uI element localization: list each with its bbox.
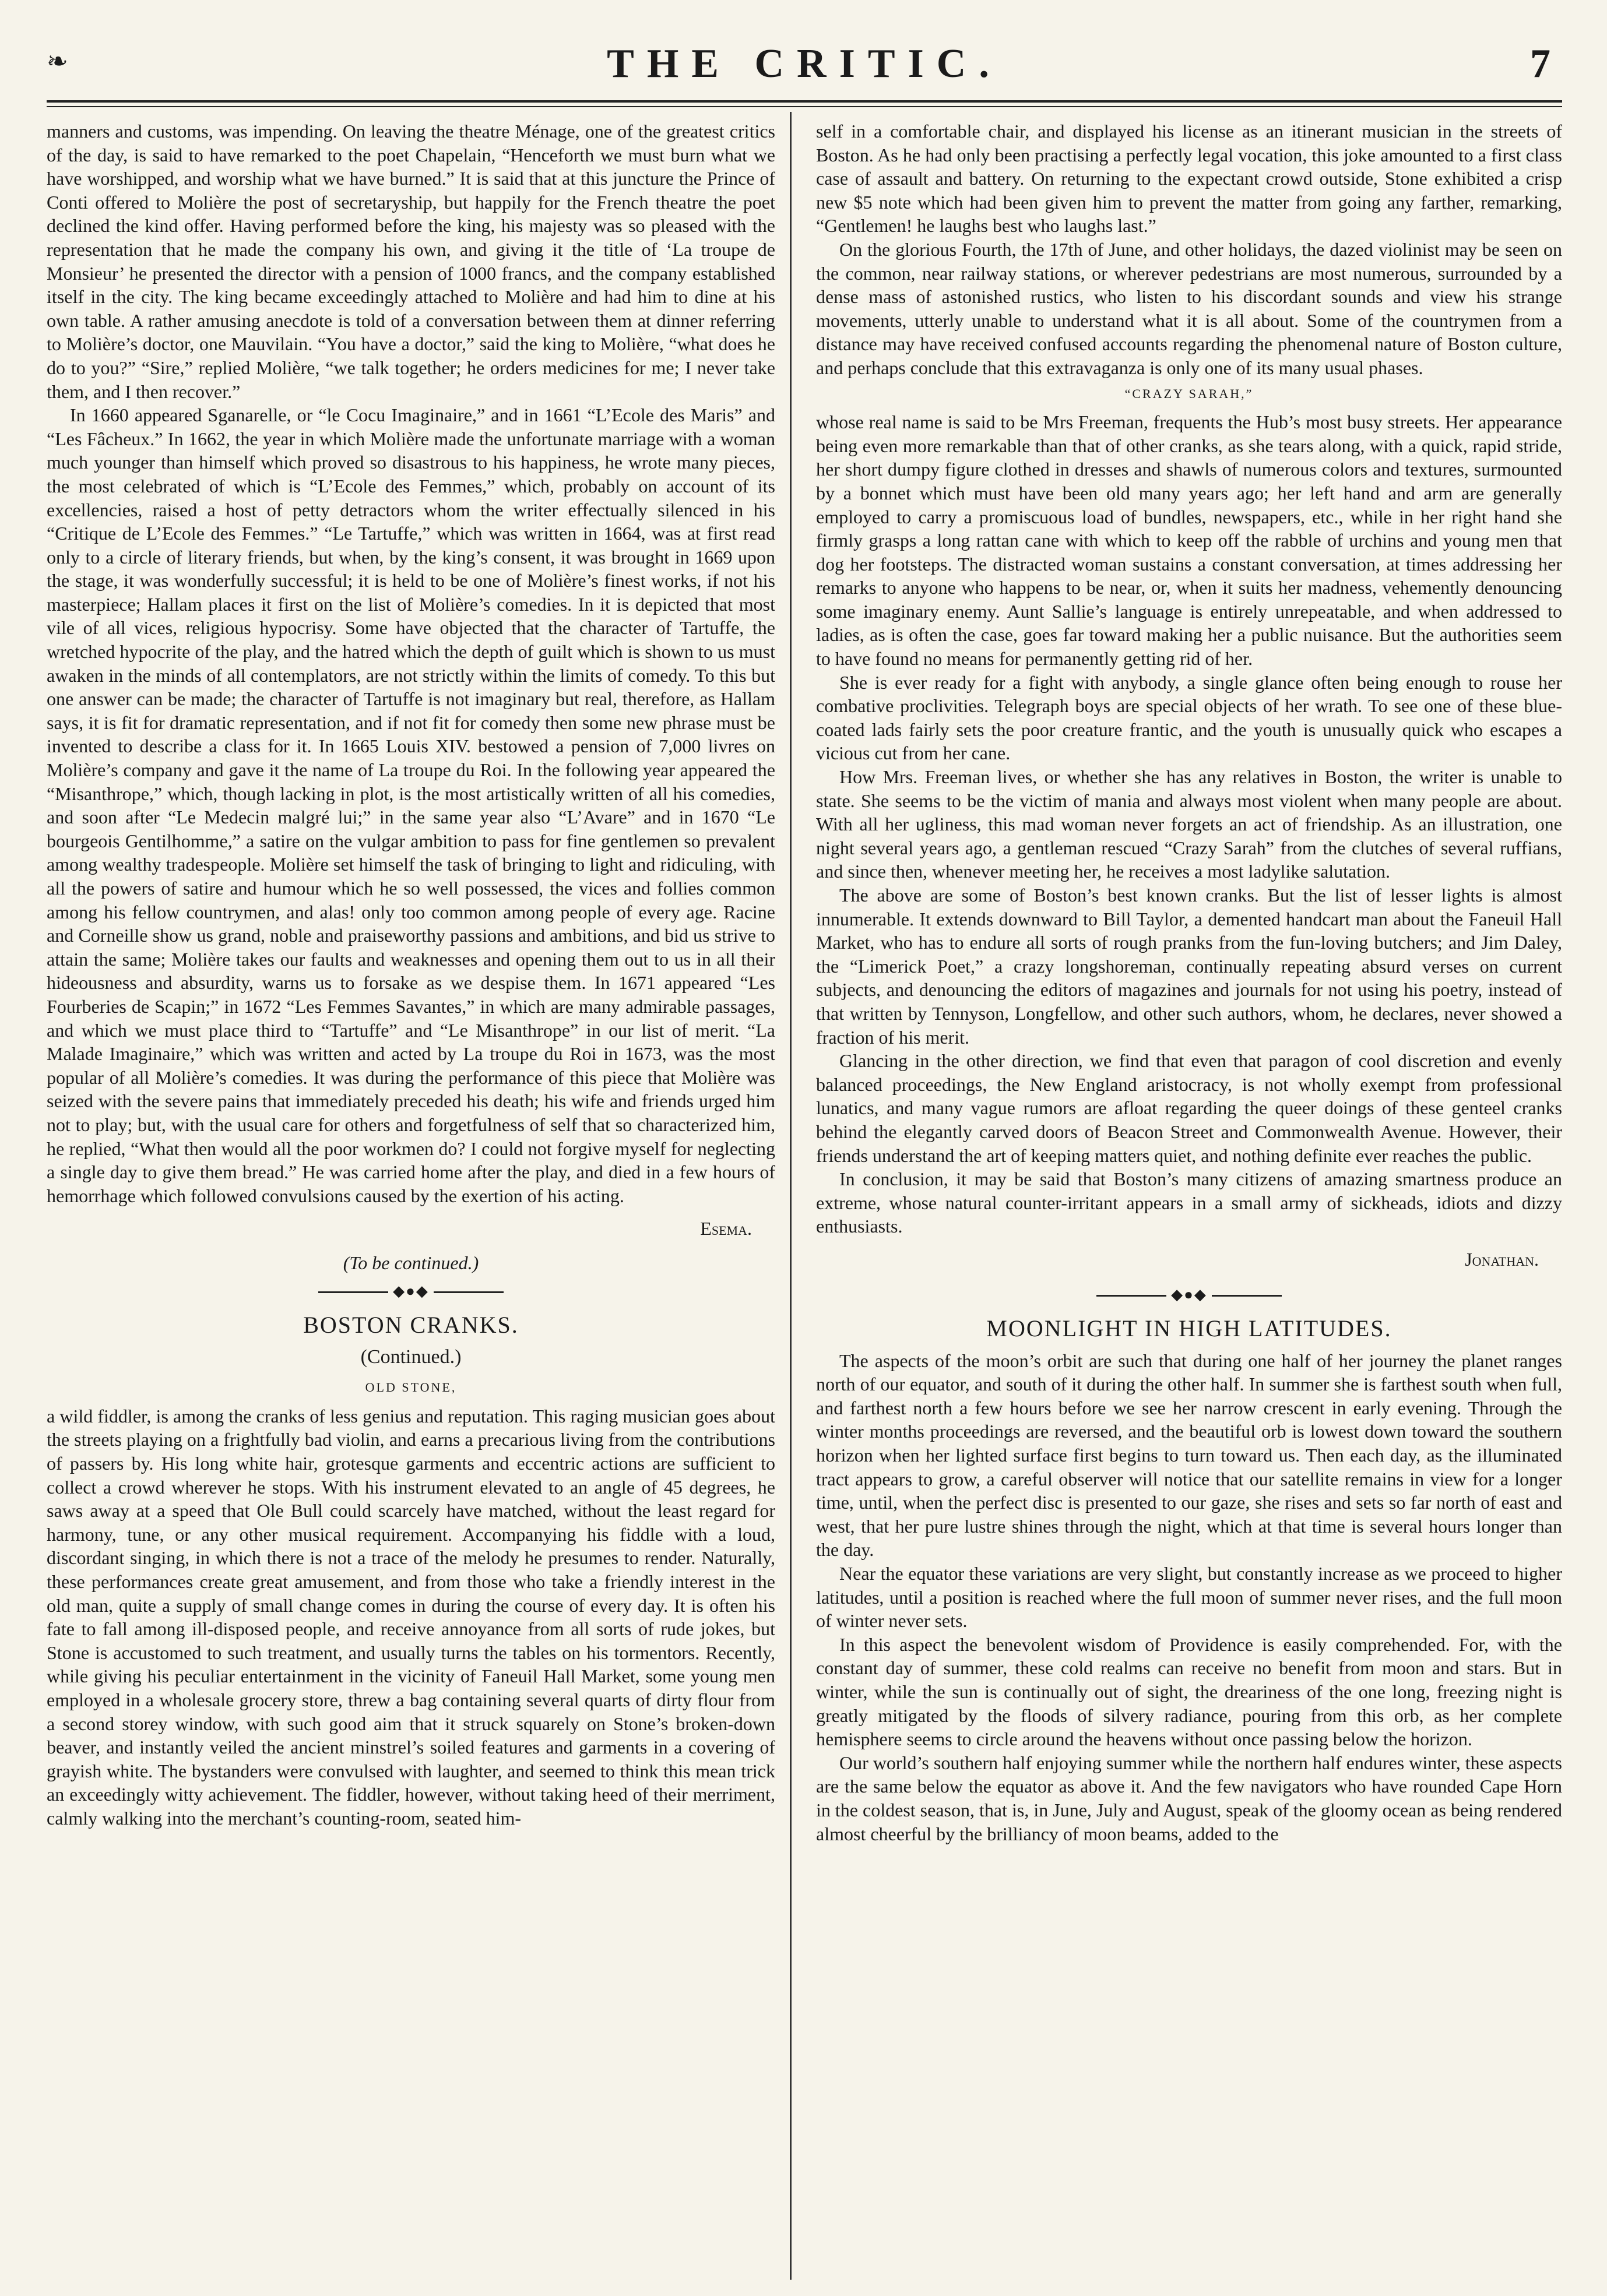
old-stone-subhead: OLD STONE, [365, 1380, 457, 1395]
crazy-sarah-paragraph-4: The above are some of Boston’s best known cranks. But the list of lesser lights is almost innumerable. It extends downward to Bill Taylor, a demented handcart man about the Faneuil Hall Market, who has to endure all sorts of rough pranks from the fun-loving butchers; and Jim Daley, the “Limerick Poet,” a crazy longshoreman, continually repeating absurd verses on current subjects, and denouncing the editors of magazines and journals for not using his poetry, instead of that written by Tennyson, Longfellow, and other such authors, whom, he declares, never showed a fraction of his merit. [816, 885, 1562, 1048]
crazy-sarah-paragraph-1: whose real name is said to be Mrs Freeman, frequents the Hub’s most busy streets. Her appearance being even more remarkable than that of other cranks, as she tears along, with a quick, rapid stride, her short dumpy figure clothed in dresses and shawls of numerous colors and textures, surmounted by a bonnet which must have been old many years ago; her left hand and arm are generally employed to carry a promiscuous load of bundles, newspapers, etc., while in her right hand she firmly grasps a long rattan cane with which to keep off the rabble of urchins and young men that dog her footsteps. The distracted woman sustains a constant conversation, at times addressing her remarks to anyone who happens to be near, or, when it suits her madness, vehemently denouncing some imaginary enemy. Aunt Sallie’s language is entirely unrepeatable, and when addressed to ladies, as is often the case, goes far toward making her a public nuisance. But the authorities seem to have found no means for permanently getting rid of her. [816, 411, 1562, 670]
boston-signature: Jonathan. [1465, 1248, 1539, 1270]
right-column [816, 119, 1562, 1846]
column-divider [790, 112, 792, 2280]
boston-cranks-subtitle: (Continued.) [360, 1346, 462, 1368]
moliere-paragraph-2: In 1660 appeared Sganarelle, or “le Cocu Imaginaire,” and in 1661 “L’Ecole des Maris” and “Les Fâcheux.” In 1662, the year in which Molière made the unfortunate marriage with a woman much younger than himself which proved so disastrous to his happiness, he wrote many pieces, the most celebrated of which is “L’Ecole des Femmes,” which, probably on account of its excellencies, raised a host of petty detractors whom the writer effectually silenced in his “Critique de L’Ecole des Femmes.” “Le Tartuffe,” which was written in 1664, was at first read only to a circle of literary friends, but when, by the king’s consent, it was brought in 1669 upon the stage, it was wonderfully successful; it is held to be one of Molière’s finest works, if not his masterpiece; Hallam places it first on the list of Molière’s comedies. In it is depicted that most vile of all vices, religious hypocrisy. Some have objected that the character of Tartuffe, the wretched hypocrite of the play, and the hatred which the depth of guilt which is shown to us must awaken in the minds of all contemplators, are not strictly within the limits of comedy. To this but one answer can be made; the character of Tartuffe is not imaginary but real, therefore, as Hallam says, it is fit for dramatic representation, and if not fit for comedy then some new phrase must be invented to describe a class for it. In 1665 Louis XIV. bestowed a pension of 7,000 livres on Molière’s company and gave it the name of La troupe du Roi. In the following year appeared the “Misanthrope,” which, though lacking in plot, is the most artistically written of all his comedies, and soon after “Le Medecin malgré lui;” in the same year also “L’Avare” and in 1670 “Le bourgeois Gentilhomme,” a satire on the vulgar ambition to pass for fine gentlemen so prevalent among wealthy tradespeople. Molière set himself the task of bringing to light and ridiculing, with all the powers of satire and humour which he so well possessed, the vices and follies common among his fellow countrymen, and alas! only too common among people of every age. Racine and Corneille show us grand, noble and praiseworthy passions and ambitions, and bid us strive to attain the same; Molière takes our faults and weaknesses and opening them out to us in all their hideousness and absurdity, warns us to forsake as we despise them. In 1671 appeared “Les Fourberies de Scapin;” in 1672 “Les Femmes Savantes,” in which are many admirable passages, and which we must place third to “Tartuffe” and “Le Misanthrope” in our list of merit. “La Malade Imaginaire,” which was written and acted by La troupe du Roi in 1673, was the most popular of all Molière’s comedies. It was during the performance of this piece that Molière was seized with the severe pains that immediately preceded his death; his wife and friends urged him not to play; but, with the usual care for others and forgetfulness of self that so characterized him, he replied, “What then would all the poor workmen do? I could not forgive myself for neglecting a single day to give them bread.” He was carried home after the play, and died in a few hours of hemorrhage which followed convulsions caused by the exertion of his acting. [47, 404, 775, 1206]
page-header [47, 41, 1562, 93]
boston-paragraph-1: self in a comfortable chair, and displayed his license as an itinerant musician in the streets of Boston. As he had only been practising a perfectly legal vocation, this joke amounted to a first class case of assault and battery. On returning to the expectant crowd outside, Stone exhibited a crisp new $5 note which had been given him to prevent the matter from going any farther, remarking, “Gentlemen! he laughs best who laughs last.” [816, 121, 1562, 237]
section-divider-ornament: ◆●◆ [816, 1283, 1562, 1307]
moonlight-paragraph-2: Near the equator these variations are very slight, but constantly increase as we proceed to higher latitudes, until a position is reached where the full moon of summer never rises, and the full moon of winter never sets. [816, 1563, 1562, 1632]
masthead-title: THE CRITIC. [607, 41, 1002, 86]
section-divider-ornament: ◆●◆ [47, 1280, 775, 1304]
crazy-sarah-subhead: “CRAZY SARAH,” [1124, 386, 1254, 401]
header-rule-thin [47, 106, 1562, 107]
moliere-paragraph-1: manners and customs, was impending. On leaving the theatre Ménage, one of the greatest critics of the day, is said to have remarked to the poet Chapelain, “Henceforth we must burn what we have worshipped, and worship what we have burned.” It is said that at this juncture the Prince of Conti offered to Molière the post of secretaryship, but happily for the French theatre the poet declined the kind offer. Having performed before the king, his majesty was so pleased with the representation that he made the company his own, and giving it the title of ‘La troupe de Monsieur’ he presented the director with a pension of 1000 francs, and the company established itself in the city. The king became exceedingly attached to Molière and had him to dine at his own table. A rather amusing anecdote is told of a conversation between them at dinner referring to Molière’s doctor, one Mauvilain. “You have a doctor,” said the king to Molière, “what does he do to you?” “Sire,” replied Molière, “we talk together; he orders medicines for me; I never take them, and I then recover.” [47, 121, 775, 402]
old-stone-paragraph: a wild fiddler, is among the cranks of less genius and reputation. This raging musician goes about the streets playing on a frightfully bad violin, and earns a precarious living from the contributions of passers by. His long white hair, grotesque garments and eccentric actions are sufficient to collect a crowd wherever he stops. With his instrument elevated to an angle of 45 degrees, he saws away at a speed that Ole Bull could scarcely have matched, without the least regard for harmony, tune, or any other musical requirement. Accompanying his fiddle with a loud, discordant singing, in which there is not a trace of the melody he presumes to render. Naturally, these performances create great amusement, and from those who take a friendly interest in the old man, quite a supply of small change comes in during the course of every day. It is often his fate to fall among ill-disposed people, and receive annoyance from all sorts of rude jokes, but Stone is accustomed to such treatment, and usually turns the tables on his tormentors. Recently, while giving his peculiar entertainment in the vicinity of Faneuil Hall Market, some young men employed in a wholesale grocery store, threw a bag containing several quarts of dirty flour from a second storey window, with such good aim that it struck squarely on Stone’s broken-down beaver, and instantly veiled the ancient minstrel’s soiled features and garments in a covering of grayish white. The bystanders were convulsed with laughter, and seemed to think this mean trick an exceedingly witty achievement. The fiddler, however, without taking heed of their merriment, calmly walking into the merchant’s counting-room, seated him- [47, 1405, 775, 1829]
left-column [47, 119, 775, 1830]
to-be-continued: (To be continued.) [343, 1252, 479, 1273]
page-number: 7 [1530, 41, 1550, 86]
moonlight-title: MOONLIGHT IN HIGH LATITUDES. [986, 1315, 1392, 1342]
crazy-sarah-paragraph-6: In conclusion, it may be said that Boston’s many citizens of amazing smartness produce an extreme, whose natural counter-irritant appears in a small army of sickheads, idiots and dizzy enthusiasts. [816, 1168, 1562, 1237]
moliere-signature: Esema. [700, 1218, 752, 1239]
boston-cranks-title: BOSTON CRANKS. [303, 1312, 519, 1339]
boston-paragraph-2: On the glorious Fourth, the 17th of June, and other holidays, the dazed violinist may be seen on the common, near railway stations, or wherever pedestrians are most numerous, surrounded by a dense mass of astonished rustics, who listen to his discordant sounds and view his strange movements, utterly unable to understand what it is all about. Some of the countrymen from a distance may have received confused accounts regarding the phenomenal nature of Boston culture, and perhaps conclude that this extravaganza is only one of its many usual phases. [816, 238, 1562, 378]
header-rule-thick [47, 100, 1562, 103]
corner-ornament-icon: ❧ [47, 47, 68, 76]
crazy-sarah-paragraph-5: Glancing in the other direction, we find that even that paragon of cool discretion and evenly balanced proceedings, the New England aristocracy, is not wholly exempt from professional lunatics, and many vague rumors are afloat regarding the queer doings of these genteel cranks behind the elegantly carved doors of Beacon Street and Commonwealth Avenue. However, their friends understand the art of keeping matters quiet, and nothing definite ever reaches the public. [816, 1050, 1562, 1166]
crazy-sarah-paragraph-2: She is ever ready for a fight with anybody, a single glance often being enough to rouse her combative proclivities. Telegraph boys are special objects of her wrath. To see one of these blue-coated lads fairly sets the poor creature frantic, and the youth is unusually quick who escapes a vicious cut from her cane. [816, 671, 1562, 764]
moonlight-paragraph-4: Our world’s southern half enjoying summer while the northern half endures winter, these aspects are the same below the equator as above it. And the few navigators who have rounded Cape Horn in the coldest season, that is, in June, July and August, speak of the gloomy ocean as being rendered almost cheerful by the brilliancy of moon beams, added to the [816, 1752, 1562, 1844]
moonlight-paragraph-1: The aspects of the moon’s orbit are such that during one half of her journey the planet ranges north of our equator, and south of it during the other half. In summer she is farthest south when full, and farthest north a few hours before we see her narrow crescent in early evening. Through the winter months proceedings are reversed, and the beautiful orb is lowest down toward the southern horizon when her lighted surface first begins to turn toward us. Then each day, as the illuminated tract appears to grow, a careful observer will notice that our satellite remains in view for a longer time, until, when the perfect disc is presented to our gaze, she rises and sets so far north of east and west, that her pure lustre shines through the night, which at that time is several hours longer than the day. [816, 1350, 1562, 1561]
moonlight-paragraph-3: In this aspect the benevolent wisdom of Providence is easily comprehended. For, with the constant day of summer, these cold realms can receive no benefit from moon and stars. But in winter, while the sun is continually out of sight, the dreariness of the one long, freezing night is greatly mitigated by the floods of silvery radiance, pouring from this orb, as her complete hemisphere seems to circle around the heavens without once passing below the horizon. [816, 1633, 1562, 1750]
crazy-sarah-paragraph-3: How Mrs. Freeman lives, or whether she has any relatives in Boston, the writer is unable to state. She seems to be the victim of mania and always most violent when many people are about. With all her ugliness, this mad woman never forgets an act of friendship. As an illustration, one night several years ago, a gentleman rescued “Crazy Sarah” from the clutches of several ruffians, and since then, whenever meeting her, he receives a most ladylike salutation. [816, 766, 1562, 882]
